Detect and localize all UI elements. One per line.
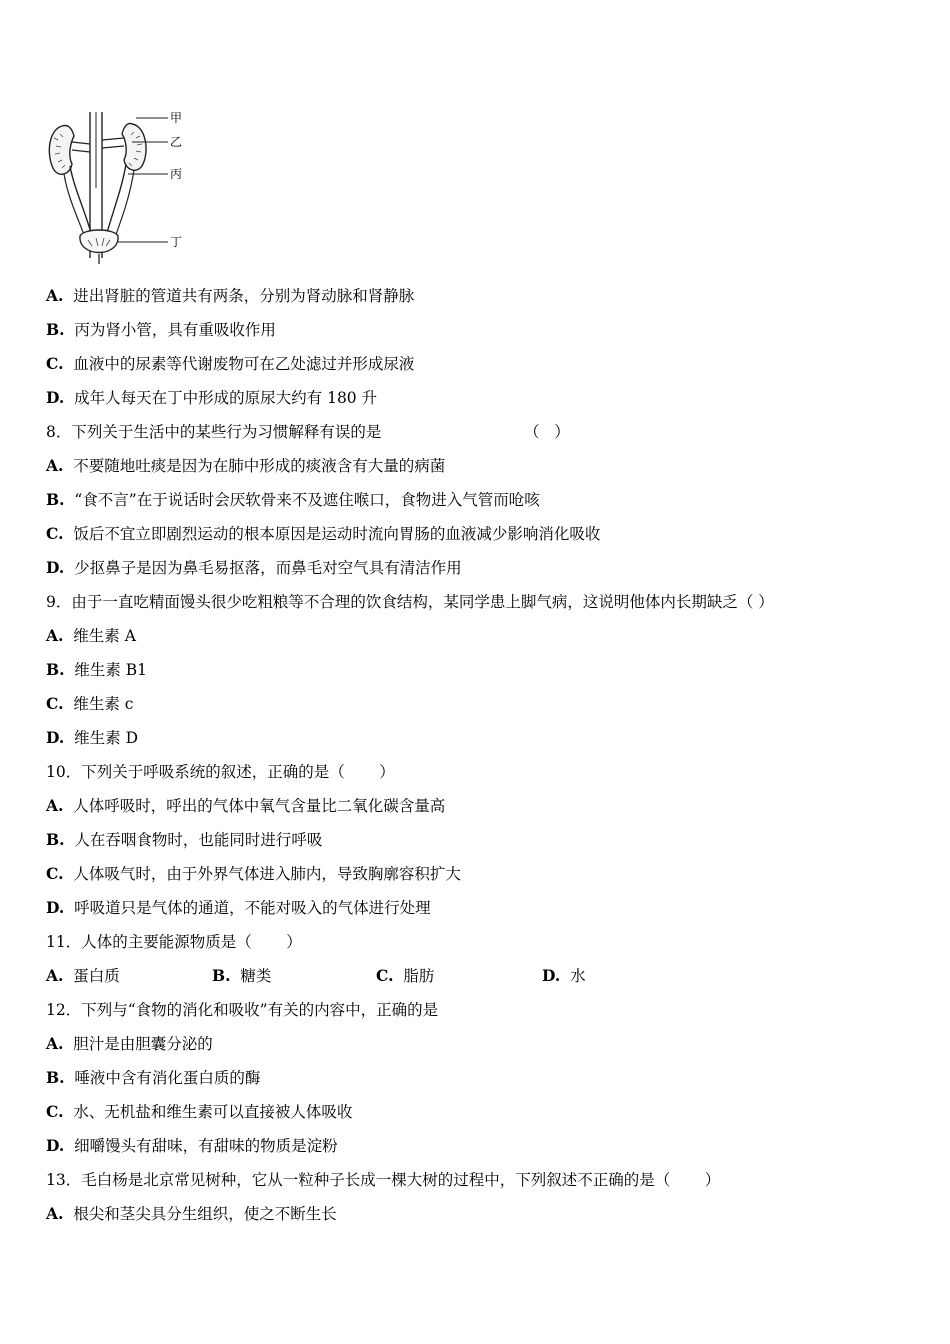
q12-option-a: A. 胆汁是由胆囊分泌的 [46,1034,213,1053]
q11-option-d: D. 水 [542,966,586,985]
q10-option-d: D. 呼吸道只是气体的通道，不能对吸入的气体进行处理 [46,898,431,917]
q8-option-a: A. 不要随地吐痰是因为在肺中形成的痰液含有大量的病菌 [46,456,446,475]
q13-option-a: A. 根尖和茎尖具分生组织，使之不断生长 [46,1204,337,1223]
label-bing: 丙 [170,167,183,181]
q9-stem: 9．由于一直吃精面馒头很少吃粗粮等不合理的饮食结构，某同学患上脚气病，这说明他体内长期缺乏（ ） [46,593,774,611]
label-ding: 丁 [170,235,183,249]
q11-options-row [46,966,646,986]
q8-option-b: B. “食不言”在于说话时会厌软骨来不及遮住喉口，食物进入气管而呛咳 [46,490,540,509]
q7-option-a: A. 进出肾脏的管道共有两条，分别为肾动脉和肾静脉 [46,286,415,305]
q12-option-d: D. 细嚼馒头有甜味，有甜味的物质是淀粉 [46,1136,338,1155]
q12-option-c: C. 水、无机盐和维生素可以直接被人体吸收 [46,1102,353,1121]
q7-option-c: C. 血液中的尿素等代谢废物可在乙处滤过并形成尿液 [46,354,415,373]
q11-option-b: B. 糖类 [212,966,272,985]
q9-option-c: C. 维生素 c [46,694,134,713]
right-ureter [106,164,126,236]
right-kidney [122,123,146,170]
q11-option-c: C. 脂肪 [376,966,435,985]
q9-option-b: B. 维生素 B1 [46,660,148,679]
urinary-system-diagram [44,108,194,268]
q8-option-c: C. 饭后不宜立即剧烈运动的根本原因是运动时流向胃肠的血液减少影响消化吸收 [46,524,601,543]
label-jia: 甲 [170,111,183,125]
q12-stem: 12．下列与“食物的消化和吸收”有关的内容中，正确的是 [46,1001,439,1019]
right-ureter-2 [114,170,134,240]
label-yi: 乙 [170,135,183,149]
q10-stem: 10．下列关于呼吸系统的叙述，正确的是（ ） [46,763,395,781]
q9-option-a: A. 维生素 A [46,626,136,645]
q12-option-b: B. 唾液中含有消化蛋白质的酶 [46,1068,261,1087]
q8-bracket: （ ） [524,423,570,441]
q10-option-b: B. 人在吞咽食物时，也能同时进行呼吸 [46,830,323,849]
q11-option-a: A. 蛋白质 [46,966,120,985]
diagram-svg [44,108,194,268]
q10-option-c: C. 人体吸气时，由于外界气体进入肺内，导致胸廓容积扩大 [46,864,461,883]
bladder [80,230,118,253]
q7-option-d: D. 成年人每天在丁中形成的原尿大约有 180 升 [46,388,378,407]
q8-stem: 8．下列关于生活中的某些行为习惯解释有误的是 [46,423,382,441]
q8-option-d: D. 少抠鼻子是因为鼻毛易抠落，而鼻毛对空气具有清洁作用 [46,558,462,577]
q13-stem: 13．毛白杨是北京常见树种，它从一粒种子长成一棵大树的过程中，下列叙述不正确的是（ ） [46,1171,721,1189]
q11-stem: 11．人体的主要能源物质是（ ） [46,933,302,951]
q9-option-d: D. 维生素 D [46,728,139,747]
q7-option-b: B. 丙为肾小管，具有重吸收作用 [46,320,276,339]
q10-option-a: A. 人体呼吸时，呼出的气体中氧气含量比二氧化碳含量高 [46,796,446,815]
